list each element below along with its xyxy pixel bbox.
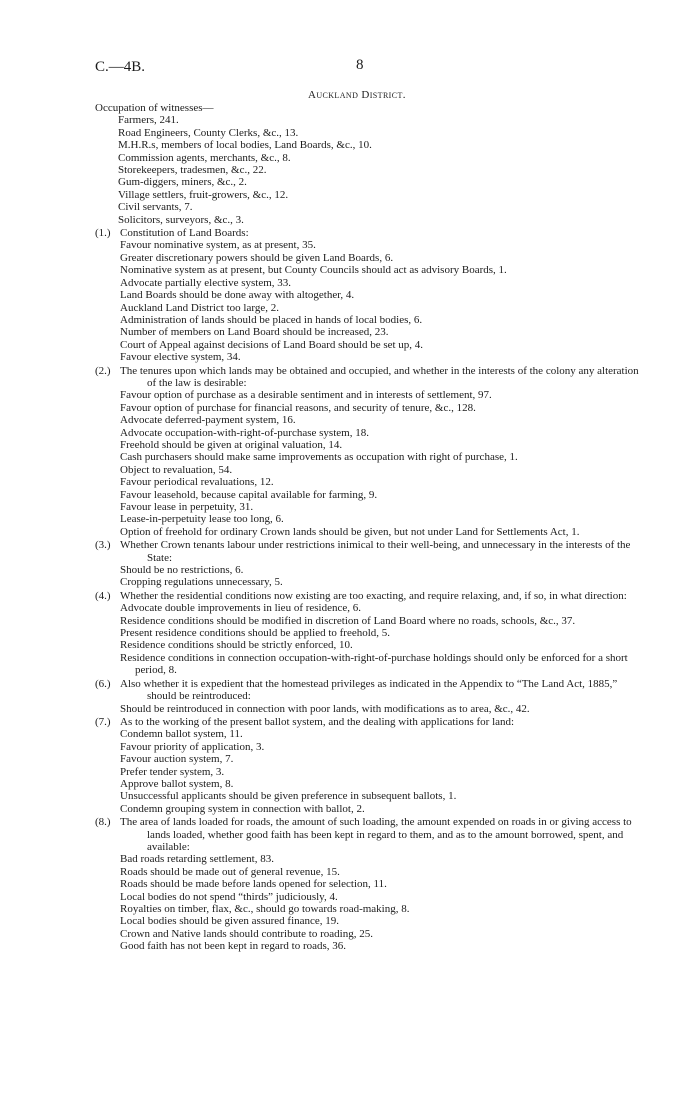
section-heading: Whether the residential conditions now existing are too exacting, and require relaxing, and, if so, in what direction:: [120, 589, 627, 602]
list-item: Civil servants, 7.: [118, 201, 193, 214]
section-heading: The area of lands loaded for roads, the amount of such loading, the amount expended on roads in or giving access to lands loaded, whether good faith has been kept in regard to them, and as to the amount borrowed, spent, and available:: [120, 816, 632, 853]
list-item: Cropping regulations unnecessary, 5.: [120, 576, 283, 589]
list-item: Favour nominative system, as at present, 35.: [120, 239, 316, 252]
list-item: Crown and Native lands should contribute to roading, 25.: [120, 927, 373, 940]
list-item: Local bodies do not spend “thirds” judiciously, 4.: [120, 890, 338, 903]
district-heading: Auckland District.: [308, 89, 406, 101]
section-number: (6.): [95, 677, 111, 690]
list-item: Advocate deferred-payment system, 16.: [120, 414, 296, 427]
list-item: Favour auction system, 7.: [120, 753, 234, 766]
list-item: Greater discretionary powers should be given Land Boards, 6.: [120, 251, 394, 264]
list-item: Favour elective system, 34.: [120, 351, 241, 364]
list-item: Good faith has not been kept in regard to roads, 36.: [120, 940, 347, 953]
list-item: Advocate partially elective system, 33.: [120, 276, 292, 289]
list-item: Administration of lands should be placed in hands of local bodies, 6.: [120, 313, 423, 326]
occupation-list: [95, 114, 645, 226]
question-section: [95, 539, 645, 589]
list-item: Advocate occupation-with-right-of-purchase system, 18.: [120, 426, 369, 439]
list-item: Roads should be made before lands opened for selection, 11.: [120, 878, 387, 891]
list-item: Roads should be made out of general revenue, 15.: [120, 865, 340, 878]
list-item: Favour leasehold, because capital available for farming, 9.: [120, 488, 378, 501]
list-item: M.H.R.s, members of local bodies, Land Boards, &c., 10.: [118, 139, 372, 152]
section-heading: Constitution of Land Boards:: [120, 227, 249, 240]
question-section: [95, 816, 645, 952]
list-item: Favour priority of application, 3.: [120, 740, 265, 753]
list-item: Advocate double improvements in lieu of residence, 6.: [120, 602, 362, 615]
section-number: (3.): [95, 539, 111, 552]
list-item: Freehold should be given at original valuation, 14.: [120, 438, 343, 451]
section-number: (7.): [95, 715, 111, 728]
section-number: (1.): [95, 227, 111, 240]
section-number: (2.): [95, 364, 111, 377]
section-number: (8.): [95, 816, 111, 829]
section-heading: Whether Crown tenants labour under restrictions inimical to their well-being, and unnecessary in the interests of the State:: [120, 539, 631, 564]
list-item: Farmers, 241.: [118, 114, 179, 127]
list-item: Nominative system as at present, but County Councils should act as advisory Boards, 1.: [120, 264, 507, 277]
occupation-intro: [95, 102, 645, 226]
list-item: Lease-in-perpetuity lease too long, 6.: [120, 513, 284, 526]
list-item: Residence conditions in connection occupation-with-right-of-purchase holdings should only be enforced for a short period, 8.: [120, 651, 628, 677]
list-item: Should be reintroduced in connection with poor lands, with modifications as to area, &c., 42.: [120, 702, 530, 715]
list-item: Land Boards should be done away with altogether, 4.: [120, 289, 355, 302]
section-heading: As to the working of the present ballot system, and the dealing with applications for land:: [120, 715, 515, 728]
question-section: [95, 227, 645, 363]
document-body: [95, 102, 645, 953]
list-item: Auckland Land District too large, 2.: [120, 301, 279, 314]
question-section: [95, 678, 645, 715]
list-item: Local bodies should be given assured finance, 19.: [120, 915, 340, 928]
list-item: Road Engineers, County Clerks, &c., 13.: [118, 126, 299, 139]
list-item: Favour lease in perpetuity, 31.: [120, 501, 254, 513]
list-item: Favour option of purchase as a desirable sentiment and in interests of settlement, 97.: [120, 389, 492, 402]
list-item: Royalties on timber, flax, &c., should go towards road-making, 8.: [120, 903, 410, 915]
document-reference: C.—4B.: [95, 59, 146, 75]
question-section: [95, 365, 645, 539]
list-item: Village settlers, fruit-growers, &c., 12.: [118, 188, 289, 201]
occupation-label: Occupation of witnesses—: [95, 102, 214, 114]
list-item: Cash purchasers should make same improvements as occupation with right of purchase, 1.: [120, 451, 518, 464]
list-item: Object to revaluation, 54.: [120, 463, 233, 476]
question-section: [95, 716, 645, 815]
list-item: Commission agents, merchants, &c., 8.: [118, 151, 291, 164]
list-item: Prefer tender system, 3.: [120, 765, 225, 778]
list-item: Option of freehold for ordinary Crown lands should be given, but not under Land for Settlements Act, 1.: [120, 525, 580, 538]
list-item: Gum-diggers, miners, &c., 2.: [118, 176, 247, 189]
list-item: Residence conditions should be modified in discretion of Land Board where no roads, schools, &c., 37.: [120, 614, 576, 627]
list-item: Solicitors, surveyors, &c., 3.: [118, 213, 244, 226]
list-item: Favour periodical revaluations, 12.: [120, 476, 274, 489]
list-item: Condemn grouping system in connection with ballot, 2.: [120, 802, 365, 815]
list-item: Favour option of purchase for financial reasons, and security of tenure, &c., 128.: [120, 401, 476, 414]
question-sections: [95, 227, 645, 953]
list-item: Condemn ballot system, 11.: [120, 728, 243, 741]
list-item: Unsuccessful applicants should be given preference in subsequent ballots, 1.: [120, 790, 457, 803]
section-heading: The tenures upon which lands may be obtained and occupied, and whether in the interests of the colony any alteration of the law is desirable:: [120, 364, 639, 389]
list-item: Storekeepers, tradesmen, &c., 22.: [118, 164, 267, 177]
page-number: 8: [356, 57, 364, 73]
list-item: Present residence conditions should be applied to freehold, 5.: [120, 627, 391, 640]
list-item: Number of members on Land Board should be increased, 23.: [120, 326, 389, 339]
section-number: (4.): [95, 589, 111, 602]
question-section: [95, 590, 645, 677]
section-heading: Also whether it is expedient that the homestead privileges as indicated in the Appendix to “The Land Act, 1885,” should be reintroduced:: [120, 677, 618, 703]
list-item: Bad roads retarding settlement, 83.: [120, 853, 274, 866]
list-item: Should be no restrictions, 6.: [120, 564, 244, 577]
list-item: Court of Appeal against decisions of Land Board should be set up, 4.: [120, 338, 424, 351]
list-item: Approve ballot system, 8.: [120, 777, 234, 790]
list-item: Residence conditions should be strictly enforced, 10.: [120, 639, 353, 652]
